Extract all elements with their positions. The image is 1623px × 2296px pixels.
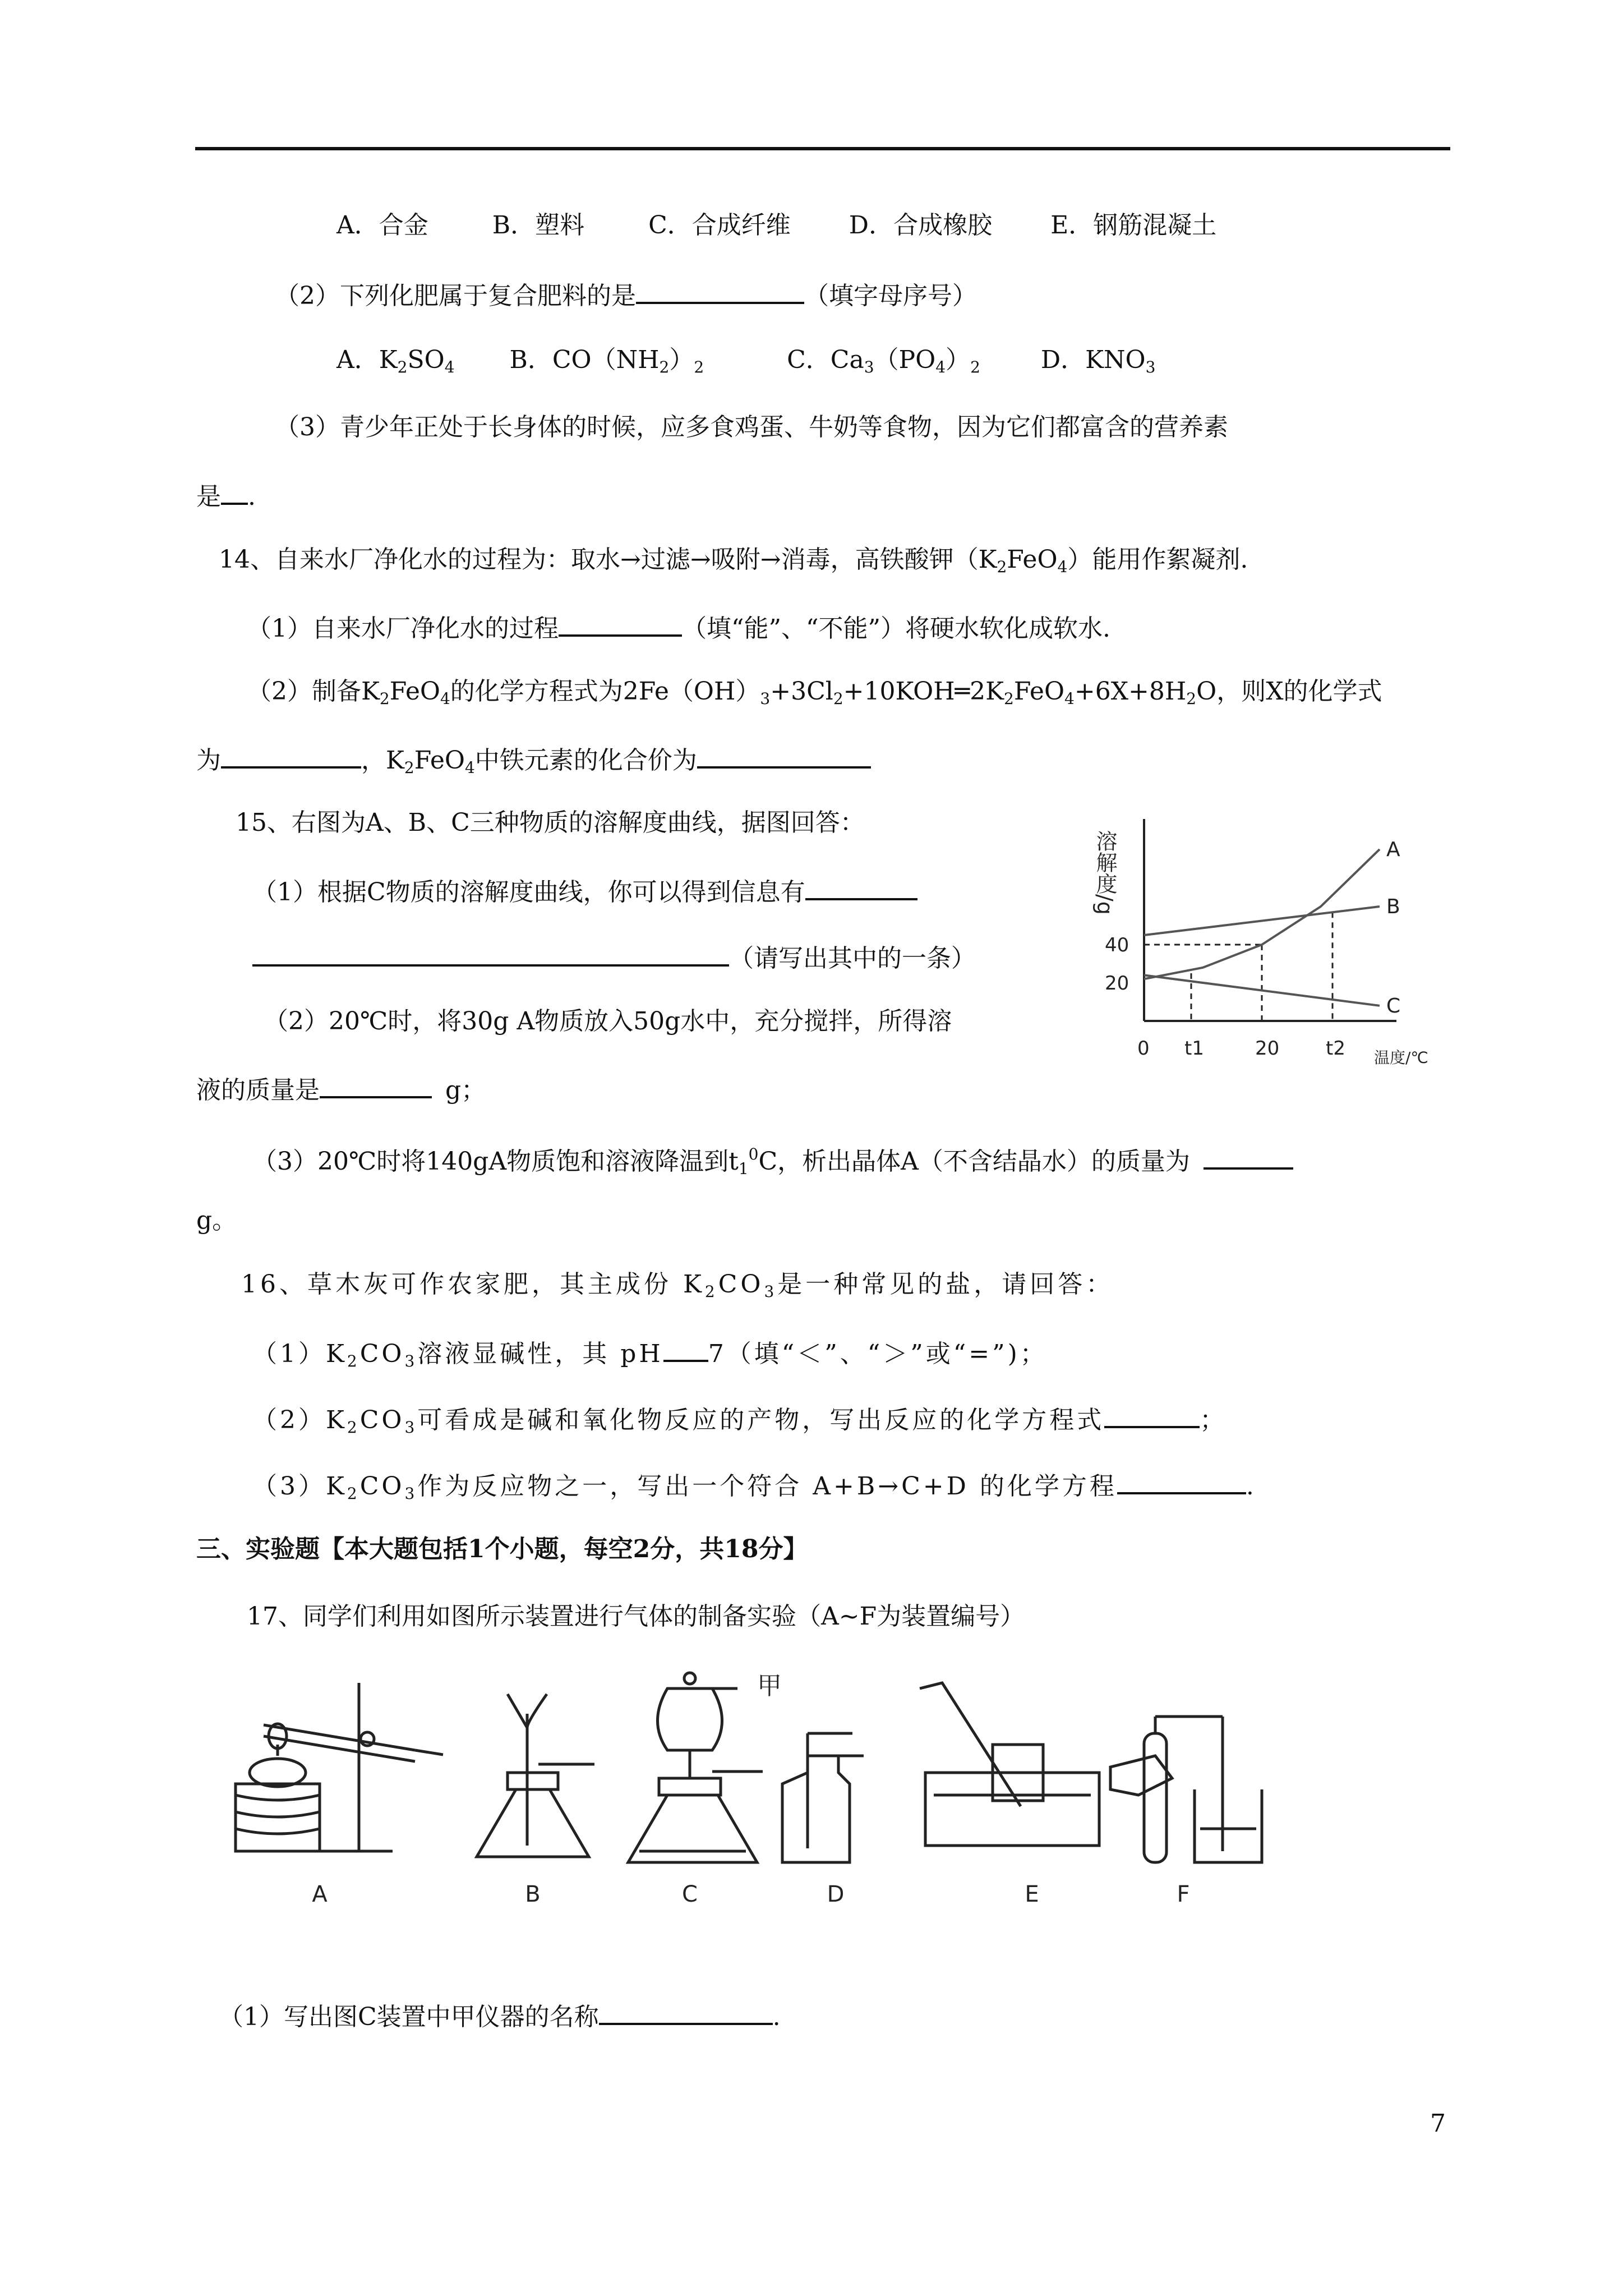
answer-blank[interactable] [1204,1142,1293,1170]
series-label-C: C [1386,994,1401,1018]
q14-part2-line2: 为 ，$K_2FeO_4$中铁元素的化合价为 [196,740,871,785]
q14-title: 14、自来水厂净化水的过程为：取水→过滤→吸附→消毒，高铁酸钾$(K_2FeO_4)$能用作絮凝剂. [219,545,1248,576]
q15-part2: （2）20℃时，将30g A物质放入50g水中，充分搅拌，所得溶 [264,1007,952,1036]
q15-part2-line2: 液的质量是 g； [196,1070,486,1107]
answer-blank[interactable] [599,1997,773,2025]
q16-part3: $(3)K_2CO_3$作为反应物之一，写出一个符合 A+B→C+D 的化学方程 . [252,1466,1257,1511]
q14-part2: （2）制备$K_2FeO_4$的化学方程式为$2Fe(OH)_3+3Cl_2+10KOH═2K_2FeO_4+6X+8H_2O$，则X的化学式 [247,677,1382,708]
y-axis-label: 溶解度/g [1092,830,1117,915]
x-tick-label: t1 [1184,1037,1204,1060]
solubility-chart [1092,808,1428,1077]
q13-part2: （2）下列化肥属于复合肥料的是 （填字母序号） [275,276,977,313]
header-rule [195,147,1450,150]
apparatus-d [782,1733,864,1862]
series-label-A: A [1386,838,1400,861]
apparatus-label-d: D [827,1881,845,1907]
answer-blank[interactable] [805,872,917,900]
q14-part1: （1）自来水厂净化水的过程 （填“能”、“不能”）将硬水软化成软水. [247,609,1110,646]
x-tick-label: t2 [1326,1037,1345,1060]
apparatus-e [920,1683,1099,1846]
answer-blank[interactable] [559,609,682,637]
answer-blank[interactable] [1104,1400,1200,1428]
answer-blank[interactable] [320,1070,432,1098]
apparatus-label-jia: 甲 [757,1672,782,1700]
apparatus-label-f: F [1177,1881,1190,1907]
series-label-B: B [1386,895,1400,918]
q16-title: 16、草木灰可作农家肥，其主成份 $K_2CO_3$是一种常见的盐，请回答： [241,1270,1114,1301]
x-axis-label: 温度/℃ [1374,1048,1428,1067]
q15-title: 15、右图为A、B、C三种物质的溶解度曲线，据图回答： [236,808,865,837]
apparatus-label-e: E [1025,1881,1039,1907]
apparatus-label-c: C [682,1881,698,1907]
answer-blank[interactable] [663,1334,708,1362]
q16-part1: $(1)K_2CO_3$溶液显碱性，其 pH 7（填“＜”、“＞”或“=”)； [252,1334,1048,1378]
q13-part3-line2: 是 . [196,477,256,514]
apparatus-f [1110,1717,1262,1862]
q15-part1: （1）根据C物质的溶解度曲线，你可以得到信息有 [252,872,917,909]
q13-options-materials: A．合金 B．塑料 C．合成纤维 D．合成橡胶 E．钢筋混凝土 [336,211,1217,240]
q16-part2: $(2)K_2CO_3$可看成是碱和氧化物反应的产物，写出反应的化学方程式 ； [252,1400,1227,1444]
page-number: 7 [1430,2109,1446,2138]
q15-part1-line2: （请写出其中的一条） [252,938,976,976]
y-tick-label: 40 [1105,934,1129,956]
answer-blank[interactable] [697,740,871,769]
q15-part3: （3）20℃时将140gA物质饱和溶液降温到$t_1^0C$，析出晶体A（不含结晶水）的质量为 [252,1138,1293,1186]
apparatus-figure [224,1672,1424,1907]
apparatus-a [236,1683,443,1851]
q17-part1: （1）写出图C装置中甲仪器的名称 . [219,1997,781,2034]
q13-fertilizer-options: A．$K_2SO_4$ B．$CO(NH_2)_2$ C．$Ca_3(PO_4)_2$ D．$KNO_3$ [336,346,1156,376]
x-tick-label: 0 [1137,1037,1150,1060]
answer-blank[interactable] [1117,1466,1246,1494]
answer-blank[interactable] [636,276,804,304]
apparatus-label-a: A [312,1881,328,1907]
answer-blank[interactable] [221,740,361,769]
x-tick-label: 20 [1255,1037,1280,1060]
q13-part3: （3）青少年正处于长身体的时候，应多食鸡蛋、牛奶等食物，因为它们都富含的营养素 [275,413,1228,441]
apparatus-label-b: B [525,1881,541,1907]
apparatus-c [628,1673,763,1862]
apparatus-b [477,1694,594,1857]
q17-title: 17、同学们利用如图所示装置进行气体的制备实验（A~F为装置编号） [247,1602,1025,1631]
answer-blank[interactable] [252,938,729,967]
y-tick-label: 20 [1105,972,1129,995]
series-line-B [1144,907,1380,935]
q15-part3-line2: g。 [196,1206,237,1235]
answer-blank[interactable] [221,477,248,505]
section3-heading: 三、实验题【本大题包括1个小题，每空2分，共18分】 [196,1535,808,1563]
